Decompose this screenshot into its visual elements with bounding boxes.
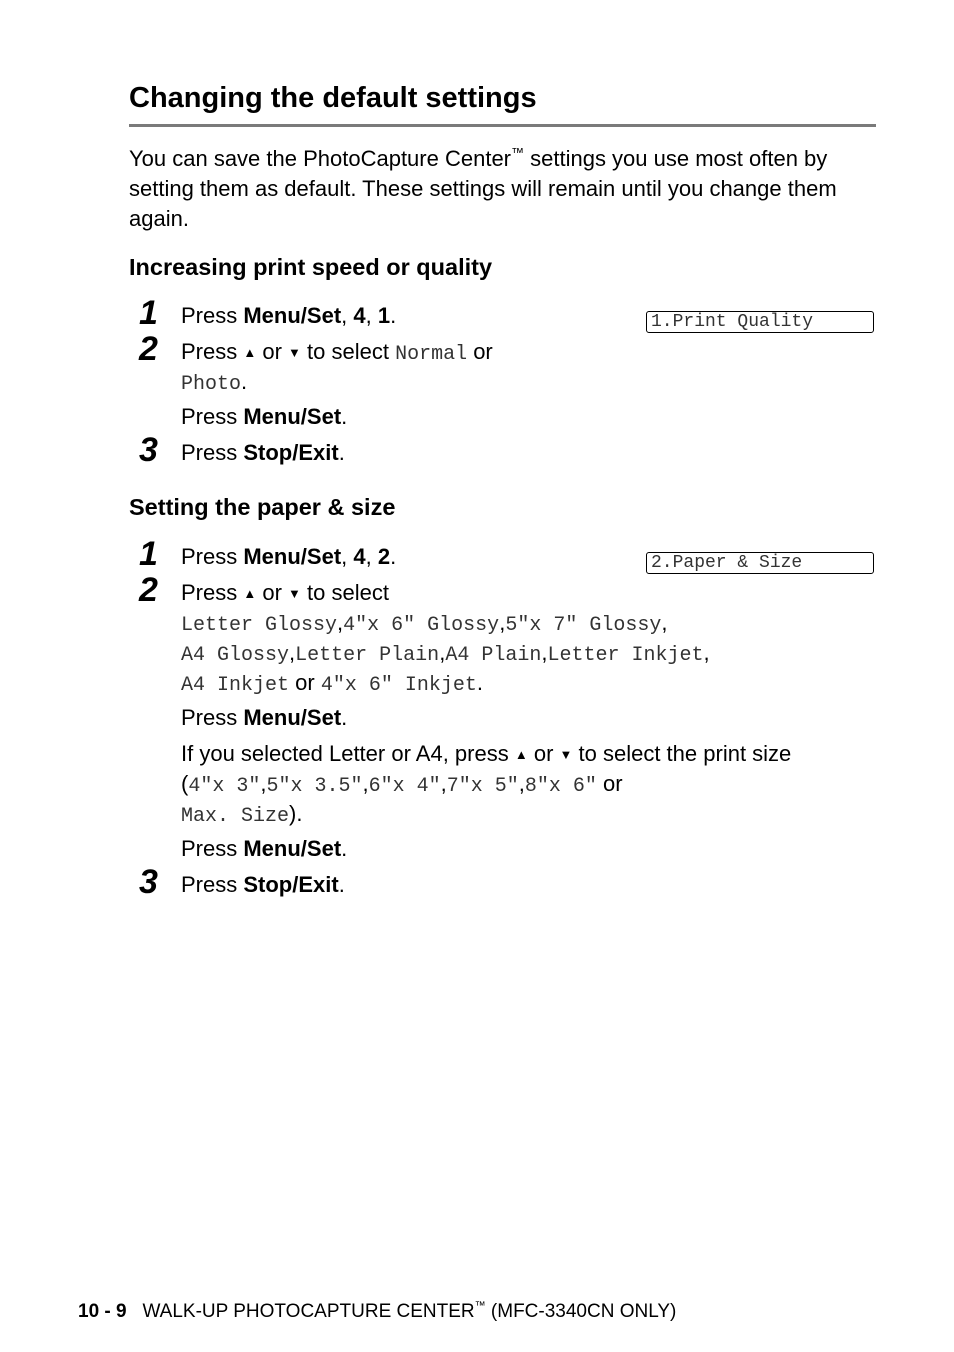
step-number-1: 1	[139, 294, 158, 332]
paper-options-line-3: A4 Inkjet or 4"x 6" Inkjet.	[181, 670, 483, 697]
step-2-press-menu-set: Press Menu/Set.	[181, 705, 348, 730]
step-3-text: Press Stop/Exit.	[181, 440, 345, 465]
size-options-line-1: (4"x 3",5"x 3.5",6"x 4",7"x 5",8"x 6" or	[181, 771, 623, 798]
intro-paragraph: You can save the PhotoCapture Center™ settings you use most often by setting them as default. These settings will remain until you change them again.	[129, 145, 837, 231]
step-number-1: 1	[139, 535, 158, 573]
down-arrow-icon: ▼	[288, 345, 301, 360]
step-2-option: Photo.	[181, 369, 248, 396]
up-arrow-icon: ▲	[514, 747, 528, 762]
up-arrow-icon: ▲	[243, 586, 257, 601]
lcd-display-paper-size: 2.Paper & Size	[646, 552, 874, 574]
step-1-text: Press Menu/Set, 4, 2.	[181, 544, 397, 569]
section-heading-print-quality: Increasing print speed or quality	[129, 254, 493, 280]
down-arrow-icon: ▼	[288, 586, 301, 601]
paper-options-line-1: Letter Glossy,4"x 6" Glossy,5"x 7" Glossy,	[181, 610, 668, 637]
paper-options-line-2: A4 Glossy,Letter Plain,A4 Plain,Letter Inkjet,	[181, 640, 710, 667]
step-3-text: Press Stop/Exit.	[181, 872, 345, 897]
step-number-3: 3	[139, 863, 158, 901]
step-1-text: Press Menu/Set, 4, 1.	[181, 303, 397, 328]
title-rule	[129, 124, 876, 127]
section-heading-paper-size: Setting the paper & size	[129, 494, 396, 520]
step-number-3: 3	[139, 431, 158, 469]
step-2-press-menu-set-final: Press Menu/Set.	[181, 836, 348, 861]
step-2-press-menu-set: Press Menu/Set.	[181, 404, 348, 429]
step-number-2: 2	[139, 571, 158, 609]
lcd-display-print-quality: 1.Print Quality	[646, 311, 874, 333]
step-2-text: Press ▲ or ▼ to select	[181, 580, 389, 605]
page-title: Changing the default settings	[129, 82, 537, 114]
page-footer: 10 - 9 WALK-UP PHOTOCAPTURE CENTER™ (MFC-3340CN ONLY)	[78, 1300, 677, 1322]
step-number-2: 2	[139, 330, 158, 368]
up-arrow-icon: ▲	[243, 345, 257, 360]
size-options-line-2: Max. Size).	[181, 801, 303, 828]
step-2-text: Press ▲ or ▼ to select Normal or	[181, 339, 493, 366]
down-arrow-icon: ▼	[559, 747, 573, 762]
page-number: 10 - 9	[78, 1301, 127, 1322]
print-size-instruction: If you selected Letter or A4, press ▲ or ▼ to select the print size	[181, 741, 792, 766]
